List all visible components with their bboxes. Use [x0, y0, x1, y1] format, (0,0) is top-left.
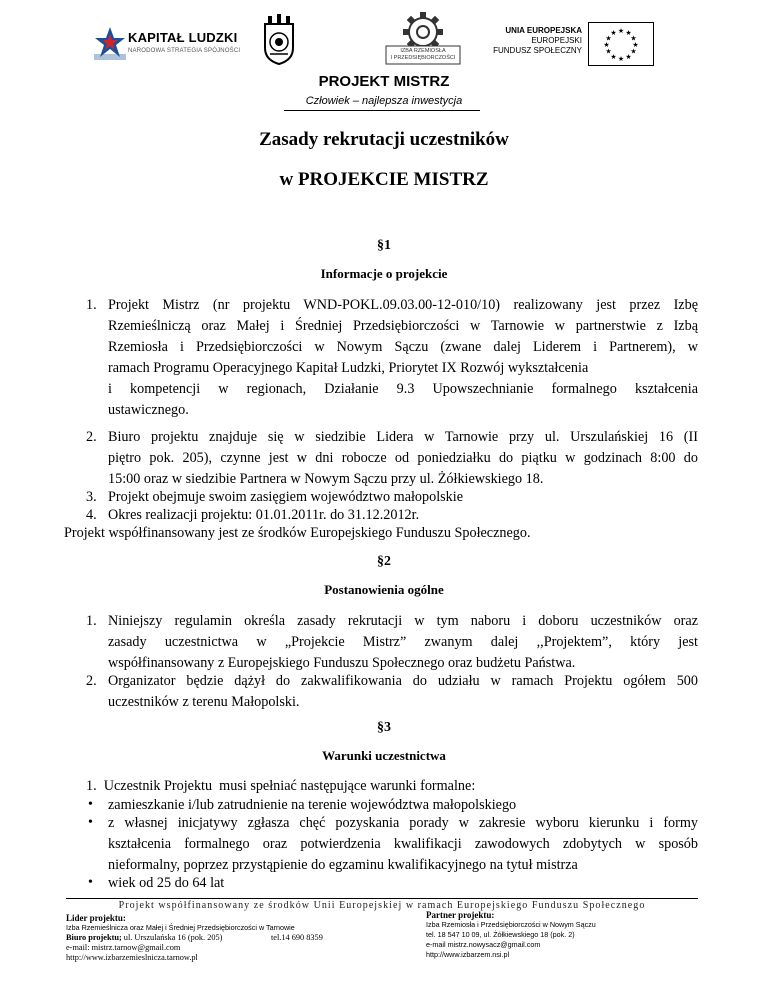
list-number: 1.	[86, 613, 97, 629]
paragraph-line: Niniejszy regulamin określa zasady rekrutacji w tym naboru i doboru uczestników oraz	[108, 613, 698, 629]
svg-text:★: ★	[610, 29, 617, 37]
paragraph-line: ustawicznego.	[108, 402, 189, 418]
paragraph-line: 1. Uczestnik Projektu musi spełniać następujące warunki formalne:	[86, 778, 476, 794]
bullet-line: z własnej inicjatywy zgłasza chęć pozyskania porady w zakresie wyboru kierunku i formy	[108, 815, 698, 831]
eu-flag-icon	[588, 22, 654, 66]
paragraph-line: współfinansowany z Europejskiego Funduszu Społecznego oraz budżetu Państwa.	[108, 655, 576, 671]
footer-partner	[426, 910, 596, 960]
bullet-icon: •	[88, 875, 93, 890]
gear-logo-text-1: IZBA RZEMIOSŁA	[400, 48, 446, 54]
list-number: 2.	[86, 673, 97, 689]
footer-leader	[66, 913, 366, 963]
bullet-line: nieformalny, poprzez przystąpienie do egzaminu kwalifikacyjnego na tytuł mistrza	[108, 857, 578, 873]
kapital-ludzki-logo	[92, 22, 252, 66]
svg-text:★: ★	[617, 27, 625, 35]
leader-name: Izba Rzemieślnicza oraz Małej i Średniej Przedsiębiorczości w Tarnowie	[66, 923, 295, 932]
section-title: Postanowienia ogólne	[324, 582, 444, 597]
kapital-ludzki-subtitle: NARODOWA STRATEGIA SPÓJNOŚCI	[128, 48, 241, 54]
list-number: 3.	[86, 489, 97, 505]
list-number: 2.	[86, 429, 97, 445]
section-number: §2	[377, 554, 391, 569]
partner-www: http://www.izbarzem.nsi.pl	[426, 950, 510, 959]
partner-heading: Partner projektu:	[426, 910, 495, 920]
eu-text-block	[482, 26, 582, 56]
svg-text:★: ★	[630, 47, 637, 56]
leader-office-row	[66, 933, 366, 943]
partner-name: Izba Rzemiosła i Przedsiębiorczości w Nowym Sączu	[426, 920, 596, 929]
section-title: Informacje o projekcie	[320, 266, 448, 281]
leader-phone: tel.14 690 8359	[271, 933, 323, 942]
bullet-icon: •	[88, 797, 93, 812]
paragraph-line: ramach Programu Operacyjnego Kapitał Ludzki, Priorytet IX Rozwój wykształcenia	[108, 360, 589, 376]
paragraph-line: Biuro projektu znajduje się w siedzibie Lidera w Tarnowie przy ul. Urszulańskiej 16 (II	[108, 429, 698, 445]
eu-title: UNIA EUROPEJSKA	[505, 26, 582, 35]
paragraph-line: Organizator będzie dążył do zakwalifikowania do udziału w ramach Projektu ogółem 500	[108, 673, 698, 689]
paragraph-line: piętro pok. 205), czynne jest w dni robocze od poniedziałku do piątku w godzinach 8:00 do	[108, 450, 698, 466]
section-title: Warunki uczestnictwa	[322, 748, 446, 763]
footer-cofinance-note: Projekt współfinansowany ze środków Unii Europejskiej w ramach Europejskiego Funduszu Społecznego	[118, 900, 646, 911]
paragraph-line: Projekt obejmuje swoim zasięgiem województwo małopolskie	[108, 489, 464, 505]
svg-text:★: ★	[625, 29, 632, 37]
eu-line-2: EUROPEJSKI	[531, 36, 582, 45]
bullet-line: zamieszkanie i/lub zatrudnienie na terenie województwa małopolskiego	[108, 797, 517, 813]
paragraph-line: i kompetencji w regionach, Działanie 9.3 Upowszechnianie formalnego kształcenia	[108, 381, 698, 397]
paragraph-line: Rzemieślniczą oraz Małej i Średniej Przedsiębiorczości w Tarnowie w partnerstwie z Izbą	[108, 318, 698, 334]
svg-text:★: ★	[610, 53, 617, 61]
leader-email: e-mail: mistrz.tarnow@gmail.com	[66, 943, 181, 952]
svg-text:★: ★	[605, 47, 612, 56]
document-title-line-1: Zasady rekrutacji uczestników	[259, 129, 509, 150]
paragraph-line: Okres realizacji projektu: 01.01.2011r. do 31.12.2012r.	[108, 507, 420, 523]
list-number: 1.	[86, 297, 97, 313]
izba-rzemiosla-gear-logo	[380, 10, 466, 68]
kapital-ludzki-star-icon	[92, 24, 128, 62]
leader-www: http://www.izbarzemieslnicza.tarnow.pl	[66, 953, 198, 962]
section-number: §3	[377, 720, 391, 735]
closing-note: Projekt współfinansowany jest ze środków Europejskiego Funduszu Społecznego.	[64, 525, 531, 541]
kapital-ludzki-title: KAPITAŁ LUDZKI	[128, 30, 238, 45]
header-divider	[284, 110, 480, 111]
svg-text:★: ★	[632, 41, 639, 49]
paragraph-line: uczestników z terenu Małopolski.	[108, 694, 300, 710]
eu-line-3: FUNDUSZ SPOŁECZNY	[493, 46, 582, 55]
bullet-icon: •	[88, 815, 93, 830]
svg-text:★: ★	[630, 34, 637, 43]
bullet-line: kształcenia formalnego oraz potwierdzenia kwalifikacji zawodowych zdobytych w sposób	[108, 836, 698, 852]
paragraph-line: Projekt Mistrz (nr projektu WND-POKL.09.03.00-12-010/10) realizowany jest przez Izbę	[108, 297, 698, 313]
bullet-line: wiek od 25 do 64 lat	[108, 875, 225, 891]
paragraph-line: Rzemiosła i Przedsiębiorczości w Nowym Sączu (zwane dalej Liderem i Partnerem), w	[108, 339, 698, 355]
city-crest-icon	[262, 14, 296, 66]
paragraph-line: 15:00 oraz w siedzibie Partnera w Nowym Sączu przy ul. Żółkiewskiego 18.	[108, 471, 544, 487]
svg-text:★: ★	[605, 34, 612, 43]
leader-office: ul. Urszulańska 16 (pok. 205)	[121, 933, 223, 942]
paragraph-line: zasady uczestnictwa w „Projekcie Mistrz” zwanym dalej ,,Projektem”, który jest	[108, 634, 698, 650]
svg-text:★: ★	[625, 53, 632, 61]
list-number: 4.	[86, 507, 97, 523]
project-tagline: Człowiek – najlepsza inwestycja	[305, 95, 463, 107]
leader-heading: Lider projektu:	[66, 913, 126, 923]
partner-phone-address: tel. 18 547 10 09, ul. Żółkiewskiego 18 (pok. 2)	[426, 930, 575, 939]
svg-text:★: ★	[603, 41, 610, 49]
gear-logo-text-2: I PRZEDSIĘBIORCZOŚCI	[390, 55, 456, 61]
leader-office-label: Biuro projektu;	[66, 933, 122, 942]
partner-email: e-mail mistrz.nowysacz@gmail.com	[426, 940, 541, 949]
section-number: §1	[377, 238, 391, 253]
document-title-line-2: w PROJEKCIE MISTRZ	[279, 169, 489, 190]
footer-divider	[66, 898, 698, 899]
svg-text:★: ★	[617, 55, 625, 63]
project-title: PROJEKT MISTRZ	[318, 73, 450, 90]
